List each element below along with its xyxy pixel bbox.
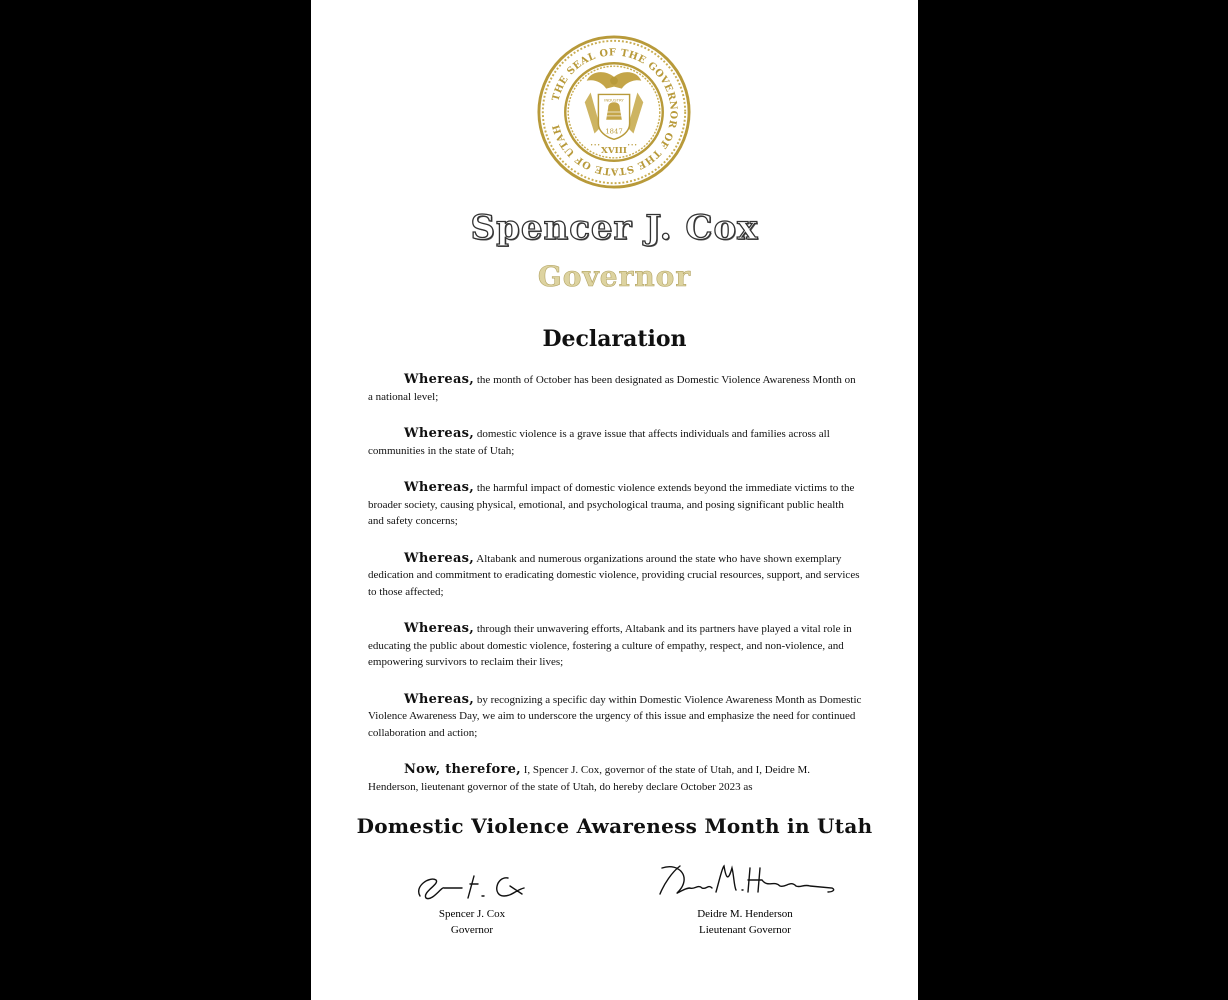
- paragraph-text: I, Spencer J. Cox, governor of the state of Utah, and I, Deidre M. Henderson, lieutenant governor of the state of Utah, do hereby declare October 2023 as: [368, 764, 810, 793]
- whereas-paragraph-2: [368, 426, 862, 459]
- paragraph-text: the month of October has been designated as Domestic Violence Awareness Month on a national level;: [368, 374, 856, 403]
- seal-icon: [536, 34, 692, 190]
- signer-title: Lieutenant Governor: [699, 924, 791, 936]
- svg-text:INDUSTRY: INDUSTRY: [604, 97, 624, 103]
- governor-seal: [536, 34, 692, 190]
- svg-text:• • •: • • •: [590, 143, 600, 150]
- whereas-paragraph-4: [368, 551, 862, 601]
- signature-governor-icon: [412, 866, 532, 906]
- whereas-paragraph-6: [368, 692, 862, 742]
- letterhead-name: Spencer J. Cox: [470, 208, 759, 248]
- paragraph-text: domestic violence is a grave issue that affects individuals and families across all communities in the state of Utah;: [368, 428, 830, 457]
- whereas-paragraph-1: [368, 372, 862, 405]
- signer-title: Governor: [450, 924, 494, 936]
- paragraph-lead: Whereas,: [404, 621, 475, 636]
- declaration-body: [368, 372, 862, 816]
- signature-block-governor: [402, 866, 542, 938]
- letterhead-title: Governor: [537, 260, 692, 293]
- whereas-paragraph-5: [368, 621, 862, 671]
- svg-text:• • •: • • •: [627, 143, 637, 150]
- paragraph-text: by recognizing a specific day within Domestic Violence Awareness Month as Domestic Violence Awareness Day, we aim to underscore the urgency of this issue and emphasize the need for continued collaboration and action;: [368, 693, 862, 739]
- paragraph-text: the harmful impact of domestic violence extends beyond the immediate victims to the broader society, causing physical, emotional, and psychological trauma, and posing significant public health and safety concerns;: [368, 482, 855, 527]
- signature-lt-governor-icon: [650, 858, 840, 906]
- signer-name: Spencer J. Cox: [438, 908, 506, 920]
- proclamation-title: Domestic Violence Awareness Month in Utah: [356, 814, 873, 838]
- paragraph-text: through their unwavering efforts, Altabank and its partners have played a vital role in educating the public about domestic violence, fostering a culture of empathy, respect, and non-violence, and empowering survivors to reclaim their lives;: [368, 623, 852, 668]
- paragraph-lead: Whereas,: [404, 550, 475, 566]
- paragraph-text: Altabank and numerous organizations around the state who have shown exemplary dedication and commitment to eradicating domestic violence, providing crucial resources, support, and services to those affected;: [368, 552, 860, 598]
- paragraph-lead: Whereas,: [404, 372, 475, 387]
- signer-name: Deidre M. Henderson: [697, 908, 793, 920]
- svg-text:XVIII: XVIII: [601, 145, 627, 156]
- paragraph-lead: Now, therefore,: [404, 762, 521, 777]
- svg-text:1847: 1847: [605, 127, 623, 136]
- paragraph-lead: Whereas,: [404, 426, 475, 441]
- document-heading: Declaration: [542, 326, 687, 352]
- paragraph-lead: Whereas,: [404, 480, 475, 495]
- signature-block-lieutenant-governor: [650, 858, 840, 938]
- svg-text:THE SEAL OF THE GOVERNOR OF TH: THE SEAL OF THE GOVERNOR OF THE STATE OF UTAH: [550, 47, 679, 177]
- paragraph-lead: Whereas,: [404, 691, 475, 707]
- now-therefore-paragraph: [368, 762, 862, 795]
- whereas-paragraph-3: [368, 480, 862, 530]
